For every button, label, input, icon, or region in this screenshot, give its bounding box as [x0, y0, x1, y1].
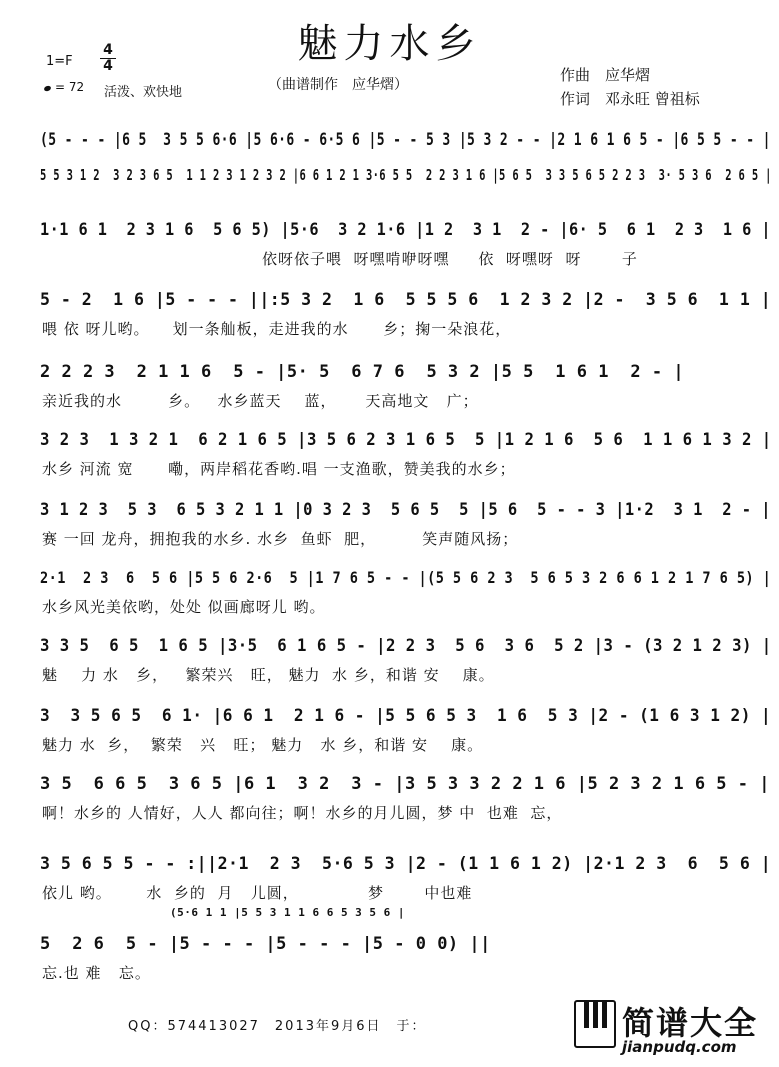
notes-line: 3 1 2 3 5 3 6 5 3 2 1 1 |0 3 2 3 5 6 5 5 |5 6 5 - - 3 |1·2 3 1 2 - | [40, 500, 772, 520]
lyricist-credit: 作词 邓永旺 曾祖标 [560, 90, 700, 108]
notes-line-small: (5·6 1 1 |5 5 3 1 1 6 6 5 3 5 6 | [170, 906, 406, 919]
lyrics-line: 魅力 水 乡， 繁荣 兴 旺； 魅力 水 乡，和谐 安 康。 [42, 736, 484, 754]
lyrics-line: 亲近我的水 乡。 水乡蓝天 蓝， 天高地文 广； [42, 392, 479, 410]
notes-line: 5 - 2 1 6 |5 - - - ||:5 3 2 1 6 5 5 5 6 1 2 3 2 |2 - 3 5 6 1 1 | [40, 290, 772, 310]
notes-line: 1·1 6 1 2 3 1 6 5 6 5) |5·6 3 2 1·6 |1 2 3 1 2 - |6· 5 6 1 2 3 1 6 | [40, 220, 772, 240]
time-signature [100, 44, 116, 73]
notes-line: 2·1 2 3 6 5 6 |5 5 6 2·6 5 |1 7 6 5 - - |(5 5 6 2 3 5 6 5 3 2 6 6 1 2 1 7 6 5) | [40, 568, 772, 587]
notes-line: (5 - - - |6 5 3 5 5 6·6 |5 6·6 - 6·5 6 |5 - - 5 3 |5 3 2 - - |2 1 6 1 6 5 - |6 5 5 - - | [40, 130, 771, 150]
notes-line: 5 2 6 5 - |5 - - - |5 - - - |5 - 0 0) || [40, 934, 491, 954]
notes-line: 3 3 5 6 5 6 1· |6 6 1 2 1 6 - |5 5 6 5 3 1 6 5 3 |2 - (1 6 3 1 2) | [40, 706, 772, 726]
notes-line: 2 2 2 3 2 1 1 6 5 - |5· 5 6 7 6 5 3 2 |5 5 1 6 1 2 - | [40, 362, 685, 382]
score-title: 魅力水乡 [297, 21, 482, 67]
tempo-marking [44, 80, 84, 94]
lyrics-line: 水乡风光美依哟，处处 似画廊呀儿 哟。 [42, 598, 326, 616]
key-signature: 1=F [46, 54, 73, 69]
notes-line: 3 5 6 5 5 - - :||2·1 2 3 5·6 5 3 |2 - (1 1 6 1 2) |2·1 2 3 6 5 6 | [40, 854, 772, 874]
lyrics-line: 喂 依 呀儿哟。 划一条舢板，走进我的水 乡；掬一朵浪花， [42, 320, 512, 338]
lyrics-line: 赛 一回 龙舟，拥抱我的水乡. 水乡 鱼虾 肥， 笑声随风扬； [42, 530, 519, 548]
footer-note: QQ：574413027 2013年9月6日 于： [128, 1019, 427, 1034]
quarter-note-icon [43, 85, 51, 92]
performance-style: 活泼、欢快地 [104, 85, 183, 100]
lyrics-line: 忘.也 难 忘。 [42, 964, 151, 982]
lyrics-line: 依呀依子喂 呀嘿啃咿呀嘿 依 呀嘿呀 呀 子 [262, 250, 638, 268]
composer-credit: 作曲 应华熠 [560, 66, 651, 84]
score-maker: （曲谱制作 应华熠） [268, 77, 408, 93]
notes-line: 5 5 3 1 2 3 2 3 6 5 1 1 2 3 1 2 3 2 |6 6 1 2 1 3·6 5 5 2 2 3 1 6 |5 6 5 3 3 5 6 5 2 2 3 3· 5 3 6 2 6 5 | [40, 166, 772, 184]
lyrics-line: 啊！水乡的 人情好，人人 都向往；啊！水乡的月儿圆，梦 中 也难 忘， [42, 804, 563, 822]
tempo-value: = 72 [55, 80, 85, 94]
piano-keys-icon [574, 1000, 616, 1048]
notes-line: 3 3 5 6 5 1 6 5 |3·5 6 1 6 5 - |2 2 3 5 6 3 6 5 2 |3 - (3 2 1 2 3) | [40, 636, 772, 656]
time-signature-top: 4 [103, 42, 113, 58]
notes-line: 3 5 6 6 5 3 6 5 |6 1 3 2 3 - |3 5 3 3 2 2 1 6 |5 2 3 2 1 6 5 - | [40, 774, 770, 794]
site-logo [574, 998, 774, 1060]
notes-line: 3 2 3 1 3 2 1 6 2 1 6 5 |3 5 6 2 3 1 6 5 5 |1 2 1 6 5 6 1 1 6 1 3 2 | [40, 430, 772, 450]
lyrics-line: 魅 力 水 乡， 繁荣兴 旺， 魅力 水 乡，和谐 安 康。 [42, 666, 495, 684]
logo-brand: 简谱大全 [622, 1004, 759, 1042]
lyrics-line: 依儿 哟。 水 乡的 月 儿圆， 梦 中也难 [42, 884, 473, 902]
time-signature-bottom: 4 [103, 58, 113, 74]
logo-url: jianpudq.com [622, 1038, 737, 1056]
lyrics-line: 水乡 河流 宽 嘞，两岸稻花香哟.唱 一支渔歌，赞美我的水乡； [42, 460, 516, 478]
